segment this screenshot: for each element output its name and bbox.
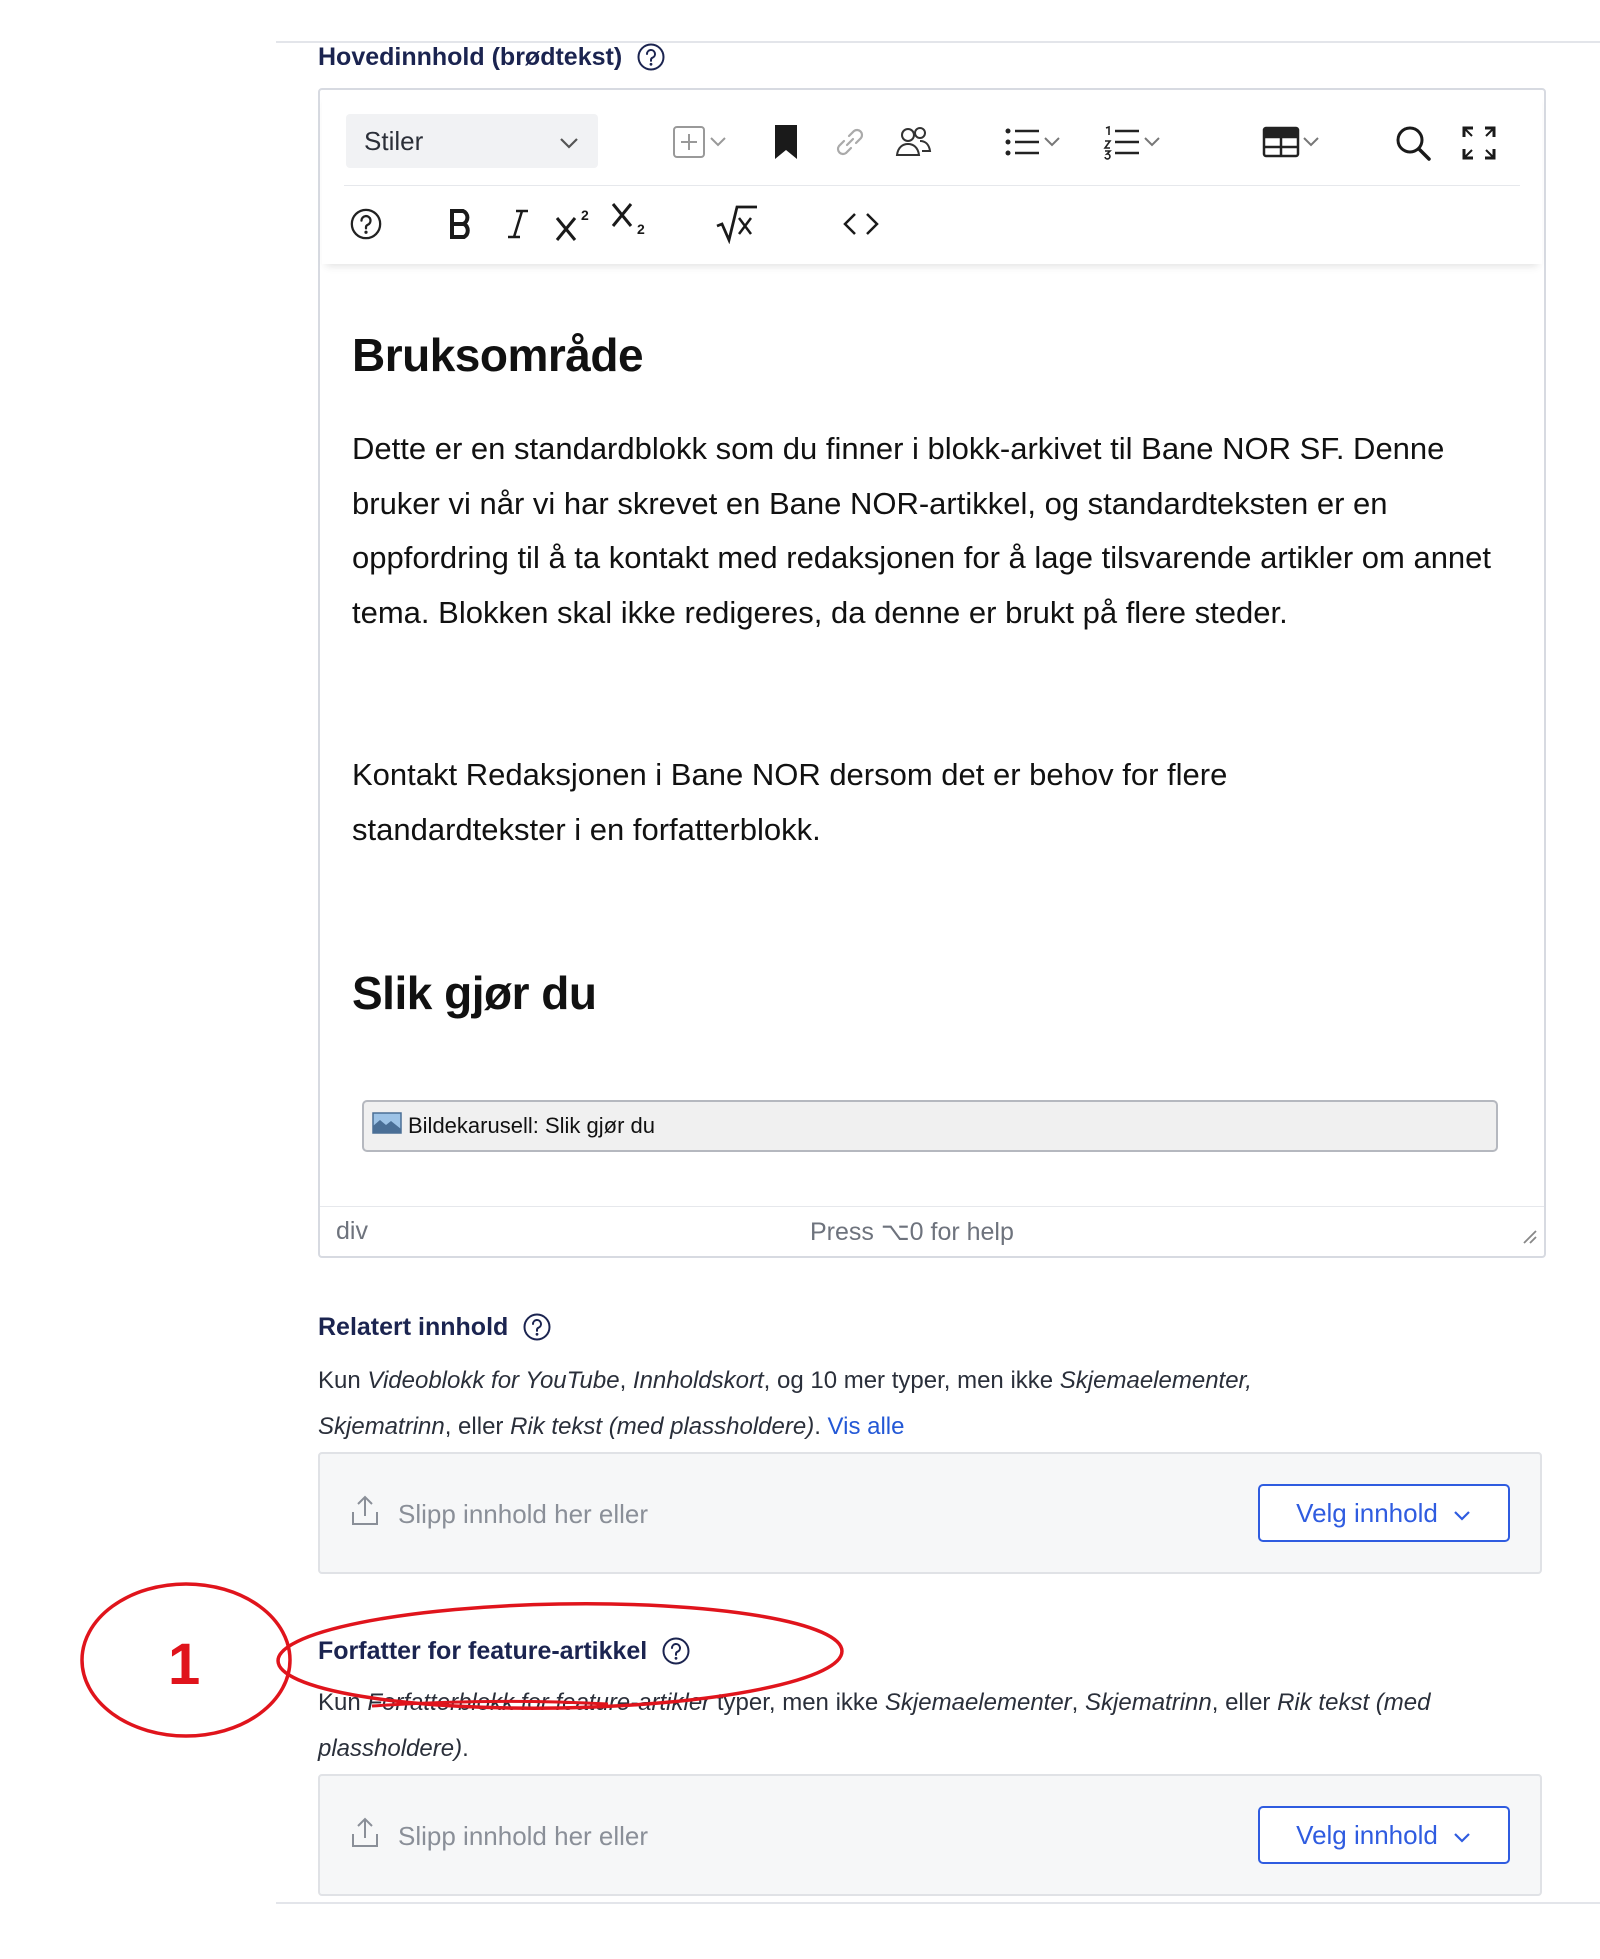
hint-text: . xyxy=(814,1413,828,1440)
hint-text: , xyxy=(619,1367,633,1394)
select-content-button-label: Velg innhold xyxy=(1296,1819,1438,1850)
annotation-number: 1 xyxy=(168,1632,201,1697)
author-field-label-text: Forfatter for feature-artikkel xyxy=(318,1636,648,1665)
hint-text: Kun xyxy=(318,1367,368,1394)
excluded-type: Skjematrinn xyxy=(318,1413,445,1440)
hint-text: , eller xyxy=(444,1413,511,1440)
allowed-type: Forfatterblokk for feature-artikler xyxy=(367,1689,711,1716)
excluded-type: Rik tekst (med plassholdere) xyxy=(510,1413,815,1440)
main-content-label-text: Hovedinnhold (brødtekst) xyxy=(318,42,623,71)
hint-text: , eller xyxy=(1211,1689,1278,1716)
excluded-type: Skjemaelementer xyxy=(884,1689,1072,1716)
paragraph-intro: Dette er en standardblokk som du finner i blokk-arkivet til Bane NOR SF. Denne bruker vi når vi har skrevet en Bane NOR-artikkel, og standardteksten er en oppfordring til å ta kontakt med redaksjonen for å lage tilsvarende artikler om annet tema. Blokken skal ikke redigeres, da denne er brukt på flere steder. xyxy=(352,431,1492,630)
allowed-type: Innholdskort xyxy=(632,1367,764,1394)
excluded-type: Rik tekst (med plassholdere) xyxy=(318,1689,1431,1762)
help-hint: Press ⌥0 for help xyxy=(810,1218,1014,1246)
hint-text: , xyxy=(1071,1689,1086,1716)
excluded-type: Skjemaelementer, xyxy=(1059,1367,1252,1394)
drop-hint-text: Slipp innhold her eller xyxy=(398,1821,649,1851)
paragraph-contact: Kontakt Redaksjonen i Bane NOR dersom det er behov for flere standardtekster i en forfatterblokk. xyxy=(352,757,1228,847)
hint-text: typer, men ikke xyxy=(710,1689,885,1716)
select-content-button-label: Velg innhold xyxy=(1296,1497,1438,1528)
svg-text:2: 2 xyxy=(581,207,589,223)
embedded-block-label: Bildekarusell: Slik gjør du xyxy=(408,1113,655,1138)
hint-text: Kun xyxy=(318,1689,368,1716)
hint-text: . xyxy=(462,1735,469,1762)
drop-hint-text: Slipp innhold her eller xyxy=(398,1499,649,1529)
annotation-label-ellipse xyxy=(277,1599,843,1713)
bottom-divider xyxy=(276,1902,1600,1904)
heading-bruksomrade: Bruksområde xyxy=(352,329,644,381)
svg-text:2: 2 xyxy=(637,221,645,237)
excluded-type: Skjematrinn xyxy=(1085,1689,1212,1716)
styles-dropdown-label: Stiler xyxy=(364,125,424,156)
vis-alle-link[interactable]: Vis alle xyxy=(827,1413,905,1440)
allowed-type: Videoblokk for YouTube xyxy=(367,1367,620,1394)
heading-slik-gjor-du: Slik gjør du xyxy=(352,967,597,1019)
related-content-label-text: Relatert innhold xyxy=(318,1312,509,1341)
hint-text: , og 10 mer typer, men ikke xyxy=(763,1367,1060,1394)
element-path[interactable]: div xyxy=(336,1217,368,1245)
